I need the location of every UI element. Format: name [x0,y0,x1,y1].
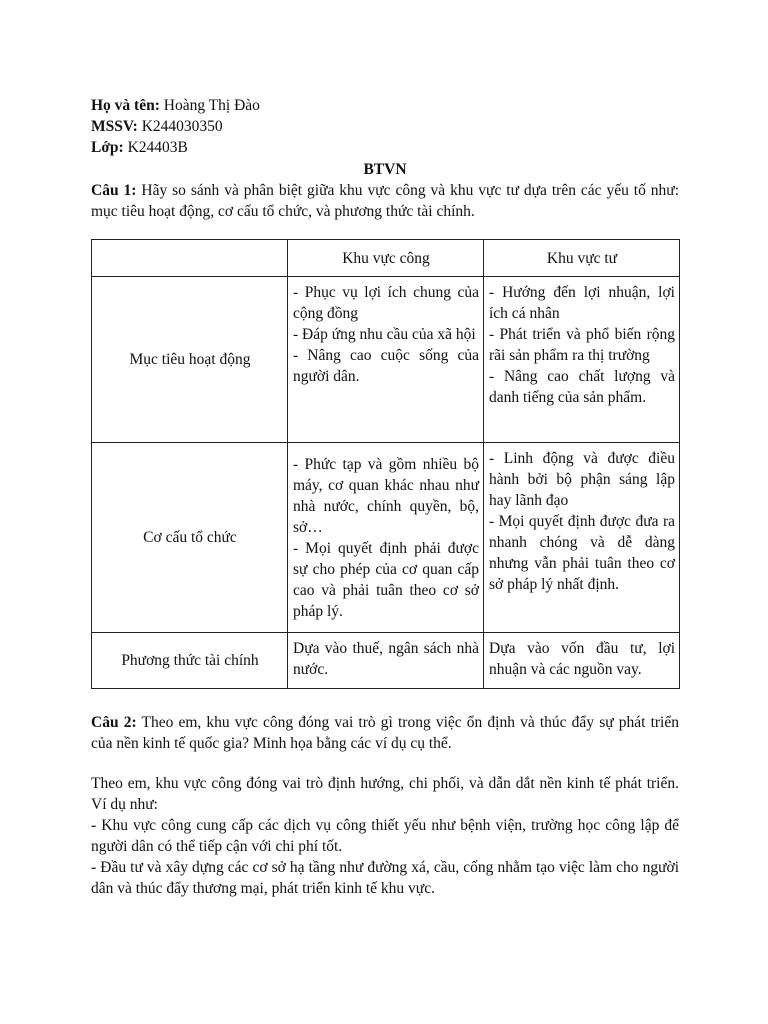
answer-intro: Theo em, khu vực công đóng vai trò định hướng, chi phối, và dẫn dắt nền kinh tế phát triển. Ví dụ như: [91,775,679,813]
question-1 [91,180,679,222]
answer-block [91,773,679,899]
private-cell [484,633,680,689]
id-label: MSSV: [91,118,138,135]
cell-line: - Nâng cao cuộc sống của người dân. [293,347,479,385]
student-name-line [91,95,679,116]
cell-line: - Mọi quyết định phải được sự cho phép của cơ quan cấp cao và phải tuân theo cơ sở pháp lý. [293,539,479,620]
question-2-label: Câu 2: [91,714,137,731]
cell-line: - Phục vụ lợi ích chung của cộng đồng [293,284,479,322]
bullet-text: Đầu tư và xây dựng các cơ sở hạ tầng như đường xá, cầu, cống nhằm tạo việc làm cho người dân và thúc đẩy thương mại, phát triển kinh tế khu vực. [91,859,680,897]
cell-line: Dựa vào thuế, ngân sách nhà nước. [293,640,479,678]
class-value: K24403B [127,139,188,156]
bullet-marker: - [91,859,97,876]
cell-line: - Đáp ứng nhu cầu của xã hội [293,326,476,343]
table-header-private: Khu vực tư [484,240,680,277]
table-row [92,633,680,689]
id-value: K244030350 [141,118,223,135]
table-header-public: Khu vực công [288,240,484,277]
class-label: Lớp: [91,139,124,156]
row-label: Cơ cấu tổ chức [92,443,288,633]
name-value: Hoàng Thị Đào [163,97,260,114]
table-header-empty [92,240,288,277]
table-header-row [92,240,680,277]
question-1-label: Câu 1: [91,182,137,199]
table-row [92,277,680,443]
private-cell [484,277,680,443]
cell-line: - Hướng đến lợi nhuận, lợi ích cá nhân [489,284,675,322]
cell-line: - Mọi quyết định được đưa ra nhanh chóng và dễ dàng nhưng vẫn phải tuân theo cơ sở pháp lý nhất định. [489,513,675,593]
cell-line: - Phát triển và phổ biến rộng rãi sản phẩm ra thị trường [489,326,675,364]
row-label: Phương thức tài chính [92,633,288,689]
private-cell [484,443,680,633]
bullet-text: Khu vực công cung cấp các dịch vụ công thiết yếu như bệnh viện, trường học công lập để người dân có thể tiếp cận với chi phí tốt. [91,817,680,855]
cell-line: - Phức tạp và gồm nhiều bộ máy, cơ quan khác nhau như nhà nước, chính quyền, bộ, sở… [293,455,479,536]
cell-line: - Linh động và được điều hành bởi bộ phận sáng lập hay lãnh đạo [489,450,675,509]
table-row [92,443,680,633]
public-cell [288,443,484,633]
cell-line: Dựa vào vốn đầu tư, lợi nhuận và các nguồn vay. [489,640,675,678]
answer-bullet [91,857,679,899]
cell-line: - Nâng cao chất lượng và danh tiếng của sản phẩm. [489,368,675,406]
public-cell [288,277,484,443]
comparison-table [91,239,680,689]
document-title: BTVN [363,161,407,178]
question-2 [91,712,679,754]
document-header [91,95,679,222]
question-2-text: Theo em, khu vực công đóng vai trò gì trong việc ổn định và thúc đẩy sự phát triển của nền kinh tế quốc gia? Minh họa bằng các ví dụ cụ thể. [91,714,679,752]
answer-bullet [91,815,679,857]
name-label: Họ và tên: [91,97,160,114]
public-cell [288,633,484,689]
row-label: Mục tiêu hoạt động [92,277,288,443]
student-id-line [91,116,679,137]
question-1-text: Hãy so sánh và phân biệt giữa khu vực công và khu vực tư dựa trên các yếu tố như: mục tiêu hoạt động, cơ cấu tổ chức, và phương thức tài chính. [91,182,680,220]
bullet-marker: - [91,817,97,834]
class-line [91,137,679,158]
